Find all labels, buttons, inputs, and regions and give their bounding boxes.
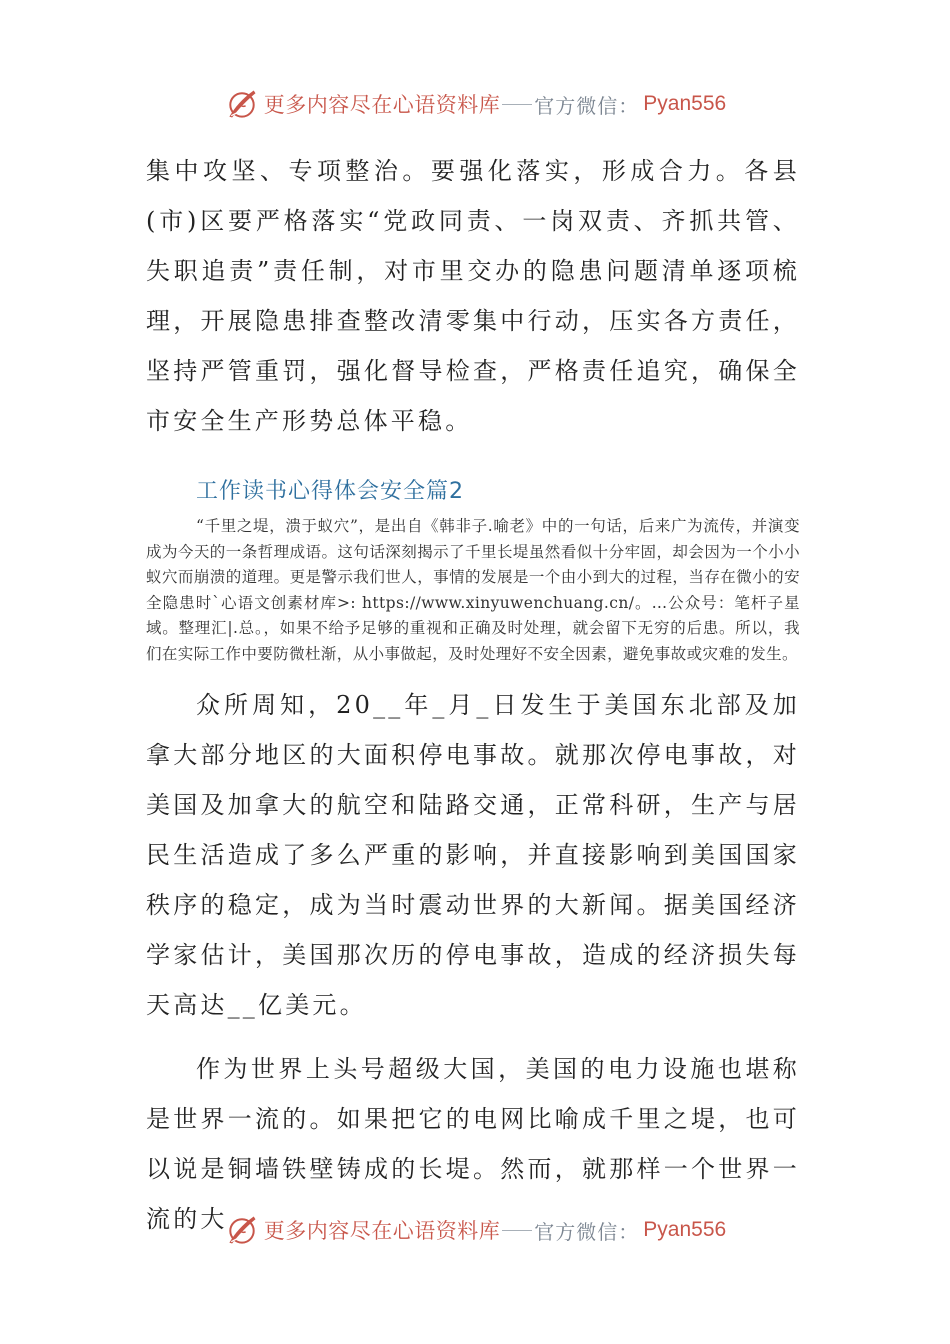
watermark-dash (502, 1230, 532, 1231)
watermark-main-text: 更多内容尽在心语资料库 (263, 1219, 501, 1243)
header-watermark (0, 84, 950, 124)
document-body (146, 146, 800, 1244)
watermark-wechat-id: Pyan556 (643, 1218, 727, 1241)
watermark-main-text: 更多内容尽在心语资料库 (263, 93, 501, 117)
section-title: 工作读书心得体会安全篇2 (196, 479, 464, 504)
watermark-suffix-text: 官方微信： (534, 93, 640, 118)
watermark-dash (502, 104, 532, 105)
paragraph-blackout-event: 众所周知，20__年_月_日发生于美国东北部及加拿大部分地区的大面积停电事故。就那次停电事故，对美国及加拿大的航空和陆路交通，正常科研，生产与居民生活造成了多么严重的影响，并直接影响到美国国家秩序的稳定，成为当时震动世界的大新闻。据美国经济学家估计，美国那次历的停电事故，造成的经济损失每天高达__亿美元。 (146, 690, 800, 1019)
watermark-wechat-id: Pyan556 (643, 92, 727, 115)
footer-watermark (0, 1210, 950, 1250)
watermark-suffix-text: 官方微信： (534, 1219, 640, 1244)
pen-nib-logo-icon (224, 86, 260, 122)
quote-paragraph: “千里之堤，溃于蚁穴”，是出自《韩非子.喻老》中的一句话，后来广为流传，并演变成为今天的一条哲理成语。这句话深刻揭示了千里长堤虽然看似十分牢固，却会因为一个小小蚁穴而崩溃的道理。更是警示我们世人，事情的发展是一个由小到大的过程，当存在微小的安全隐患时`心语文创素材库>: https://www.xinyuwenchuang.cn/。…公众号：笔杆子星域。整理汇|.总。，如果不给予足够的重视和正确及时处理，就会留下无穷的后患。所以，我们在实际工作中要防微杜渐，从小事做起，及时处理好不安全因素，避免事故或灾难的发生。 (146, 517, 800, 663)
pen-nib-logo-icon (224, 1212, 260, 1248)
continued-paragraph: 集中攻坚、专项整治。要强化落实，形成合力。各县(市)区要严格落实“党政同责、一岗双责、齐抓共管、失职追责”责任制，对市里交办的隐患问题清单逐项梳理，开展隐患排查整改清零集中行动，压实各方责任，坚持严管重罚，强化督导检查，严格责任追究，确保全市安全生产形势总体平稳。 (146, 157, 800, 435)
paragraph-power-grid: 作为世界上头号超级大国，美国的电力设施也堪称是世界一流的。如果把它的电网比喻成千里之堤，也可以说是铜墙铁壁铸成的长堤。然而，就那样一个世界一流的大 (146, 1054, 800, 1233)
